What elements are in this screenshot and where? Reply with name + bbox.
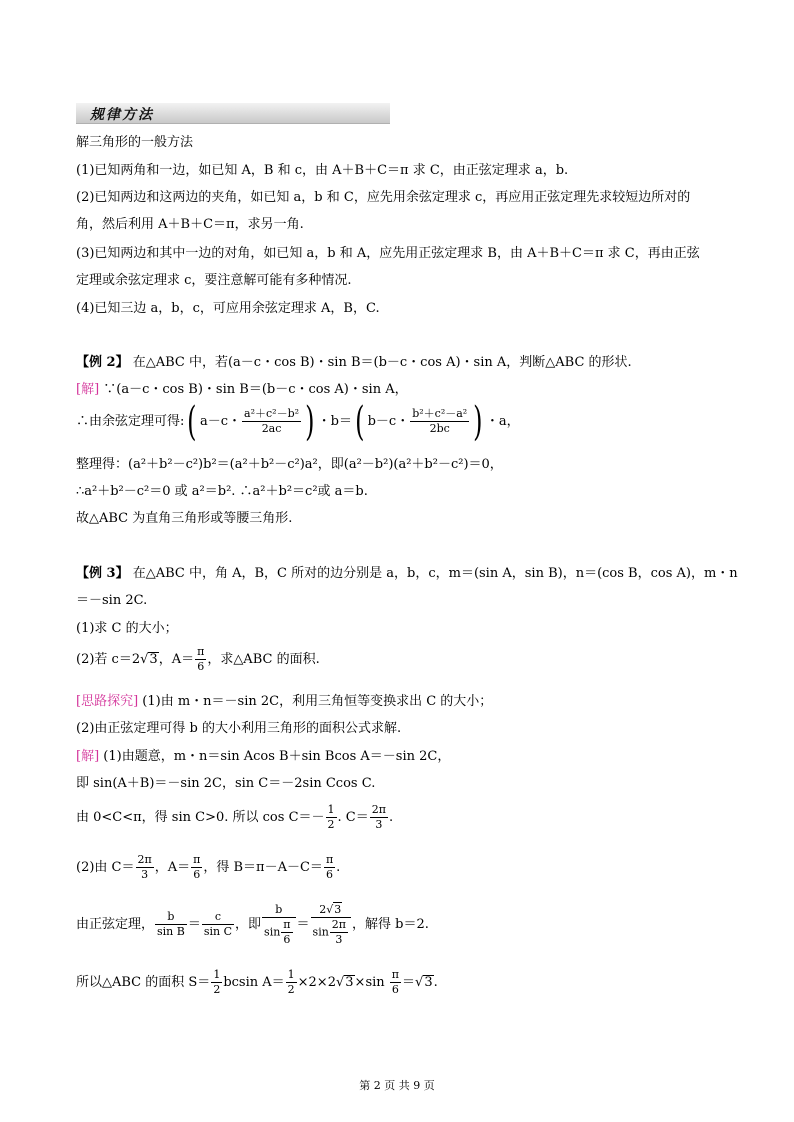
example-2-s2-end: ・a， [485,414,520,429]
fraction: $\frac{1}{2}$ [213,968,221,996]
example-3-t2: (2)由正弦定理可得 b 的大小利用三角形的面积公式求解. [76,721,402,736]
example-2-solution-line-1 [76,381,408,399]
fraction: $\frac{1}{2}$ [287,968,295,996]
example-3-solution-label: [解] [76,749,100,764]
fraction: $\frac{\pi}{6}$ [197,645,205,673]
example-3-label: 【例 3】 [76,566,129,581]
section-header-label: 规律方法 [90,107,154,123]
example-3-q1: (1)求 C 的大小； [76,621,178,636]
example-3-solution-line-1: [解] (1)由题意，m・n＝sin Acos B＋sin Bcos A＝－sin 2C， [76,749,451,764]
example-2-s4: ∴a²＋b²－c²＝0 或 a²＝b². ∴a²＋b²＝c²或 a＝b. [76,484,368,499]
example-2-solution-line-2 [76,400,520,444]
sqrt: √3 [335,975,354,990]
sqrt: √3 [140,652,158,667]
fraction: $\frac{2\pi}{3}$ [371,803,386,831]
example-2-solution-label: [解] [76,382,100,397]
example-2-s3: 整理得：(a²＋b²－c²)b²＝(a²＋b²－c²)a²，即(a²－b²)(a²＋b²－c²)＝0， [76,457,503,472]
left-paren: ( [187,398,197,445]
example-3-think-line-1: [思路探究] (1)由 m・n＝－sin 2C，利用三角恒等变换求出 C 的大小； [76,694,493,709]
example-2-problem [76,354,632,372]
fraction: $\frac{\pi}{6}$ [283,917,291,946]
example-3-r2: 即 sin(A＋B)＝－sin 2C，sin C＝－2sin Ccos C. [76,776,376,791]
example-3-r5: 由正弦定理， $\frac{b}{\text{sin B}}$ ＝ $\frac{c}{\text{sin C}}$ ，即 b sin $\frac{\pi}{6}$ ＝ 2√3 sin $\frac{2\pi}{3}$ ，解得 b＝2. [76,902,429,946]
example-2-s2-b: b－c・ [367,414,410,429]
fraction: $\frac{b}{\text{sin B}}$ [157,910,185,938]
example-2-s5: 故△ABC 为直角三角形或等腰三角形. [76,511,293,526]
example-2-s2-pre: ∴由余弦定理可得: [76,414,185,429]
method-item-2a: (2)已知两边和这两边的夹角，如已知 a，b 和 C，应先用余弦定理求 c，再应用正弦定理先求较短边所对的 [76,190,691,205]
example-3-r3: 由 0<C<π，得 sin C>0. 所以 cos C＝－ $\frac{1}{2}$ . C＝ $\frac{2\pi}{3}$ . [76,803,394,831]
right-paren: ) [305,398,315,445]
example-2-s2-mid: ・b＝ [317,414,352,429]
sqrt: √3 [326,903,342,916]
sqrt: √3 [415,975,433,990]
page-footer: 第 2 页 共 9 页 [359,1079,435,1092]
section-header-bar [76,103,390,124]
example-2-s1: ∵(a－c・cos B)・sin B＝(b－c・cos A)・sin A， [103,382,408,397]
fraction: $\frac{2\pi}{3}$ [331,918,347,946]
method-item-4: (4)已知三边 a，b，c，可应用余弦定理求 A，B，C. [76,301,380,316]
method-item-1: (1)已知两角和一边，如已知 A，B 和 c，由 A＋B＋C＝π 求 C，由正弦定理求 a，b. [76,163,569,178]
example-3-p2: ＝－sin 2C. [76,593,148,608]
example-3-p1: 在△ABC 中，角 A，B，C 所对的边分别是 a，b，c，m＝(sin A，sin B)，n＝(cos B，cos A)，m・n [132,566,738,581]
example-3-r4: (2)由 C＝ $\frac{2\pi}{3}$ ，A＝ $\frac{\pi}{6}$ ，得 B＝π－A－C＝ $\frac{\pi}{6}$ . [76,853,341,881]
right-paren: ) [473,398,483,445]
example-2-s2-a: a－c・ [200,414,242,429]
example-2-text: 在△ABC 中，若(a－c・cos B)・sin B＝(b－c・cos A)・sin A，判断△ABC 的形状. [132,355,632,370]
method-item-3b: 定理或余弦定理求 c，要注意解可能有多种情况. [76,273,352,288]
example-2-label: 【例 2】 [76,355,129,370]
left-paren: ( [355,398,365,445]
example-3-think-label: [思路探究] [76,694,139,709]
method-item-2b: 角，然后利用 A＋B＋C＝π，求另一角. [76,217,304,232]
fraction: $\frac{\pi}{6}$ [325,853,334,881]
example-3-r6: 所以△ABC 的面积 S＝ $\frac{1}{2}$ bcsin A＝ $\frac{1}{2}$ ×2×2√3×sin $\frac{\pi}{6}$ ＝√3. [76,965,438,1001]
fraction: b sin $\frac{\pi}{6}$ [262,903,295,947]
fraction: $\frac{\text{a²＋c²－b²}}{2ac}$ [244,407,300,435]
fraction: $\frac{c}{\text{sin C}}$ [203,910,233,938]
example-3-problem-line-1 [76,565,738,583]
fraction: $\frac{\pi}{6}$ [391,968,400,996]
fraction: $\frac{\text{b²＋c²－a²}}{2bc}$ [412,407,468,435]
fraction: 2√3 sin $\frac{2\pi}{3}$ [311,902,351,947]
fraction: $\frac{\pi}{6}$ [193,853,201,881]
example-3-q2: (2)若 c＝2√3，A＝ $\frac{\pi}{6}$ ，求△ABC 的面积. [76,642,320,678]
method-item-3a: (3)已知两边和其中一边的对角，如已知 a，b 和 A，应先用正弦定理求 B，由 A＋B＋C＝π 求 C，再由正弦 [76,246,700,261]
fraction: $\frac{2\pi}{3}$ [137,853,152,881]
method-title: 解三角形的一般方法 [76,135,194,150]
fraction: $\frac{1}{2}$ [327,803,335,831]
